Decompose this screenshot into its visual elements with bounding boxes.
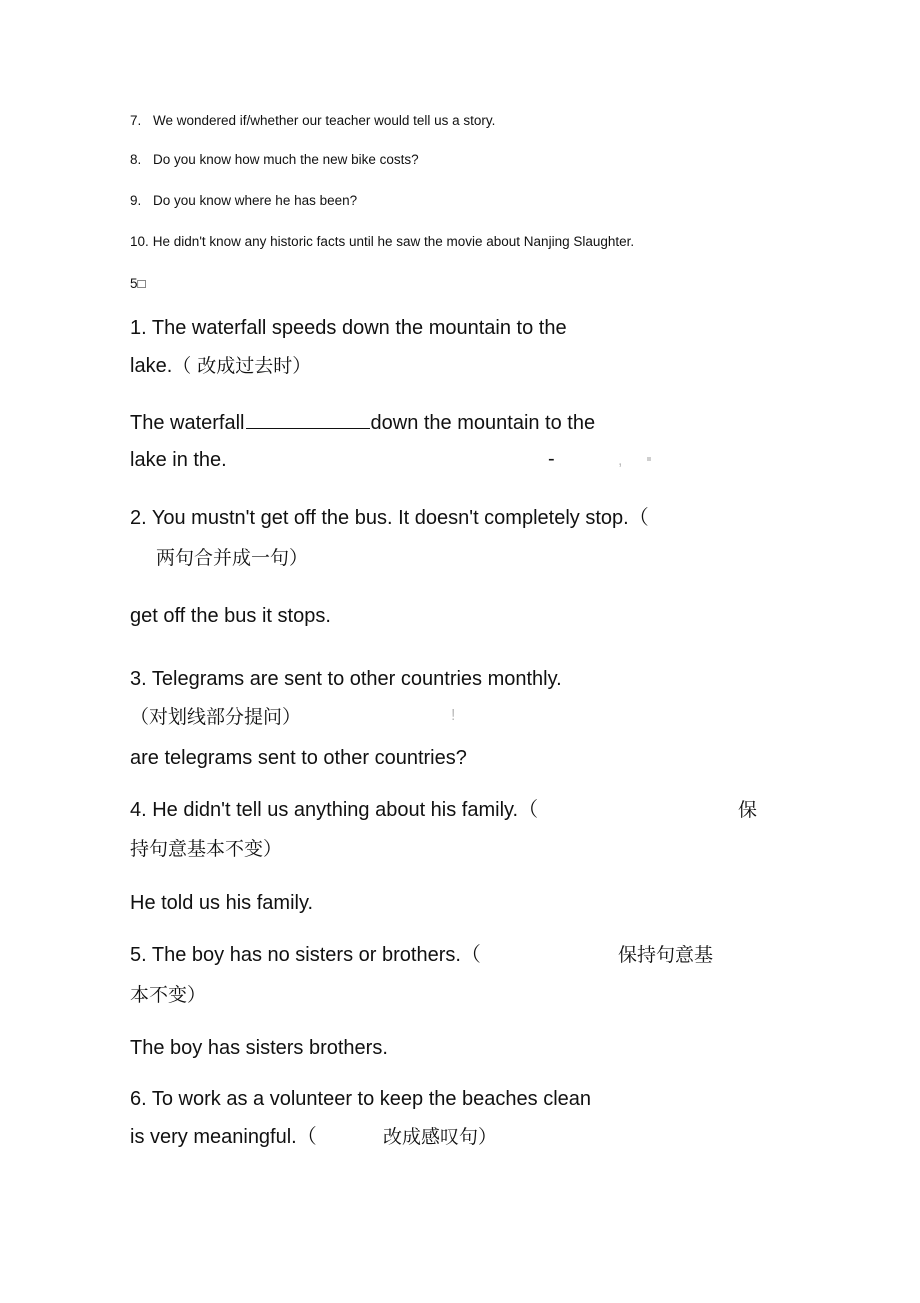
q6-line2: is very meaningful.（: [130, 1126, 317, 1148]
answer-item-10: [130, 233, 634, 251]
q2-instruction: 两句合并成一句）: [156, 547, 309, 569]
q5-instruction-end: 本不变）: [130, 984, 207, 1006]
q6-line1: 6. To work as a volunteer to keep the beaches clean: [130, 1088, 592, 1110]
answer-text: Do you know where he has been?: [153, 193, 358, 208]
q1-answer-a: The waterfall: [130, 412, 245, 434]
q3-line1: 3. Telegrams are sent to other countries monthly.: [130, 668, 562, 690]
answer-item-9: [130, 192, 357, 210]
section-label: 5□: [130, 276, 146, 291]
q3-faint-mark: !: [451, 707, 456, 724]
answer-item-7: [130, 112, 495, 130]
answer-number: 7.: [130, 113, 142, 128]
q6-instruction: 改成感叹句）: [383, 1126, 498, 1148]
answer-text: He didn't know any historic facts until he saw the movie about Nanjing Slaughter.: [152, 234, 635, 249]
q1-line2-en: lake.: [130, 355, 173, 377]
q1-blank[interactable]: [246, 410, 370, 429]
answer-text: We wondered if/whether our teacher would tell us a story.: [153, 113, 496, 128]
q2-answer: get off the bus it stops.: [130, 605, 331, 627]
answer-item-8: [130, 151, 419, 169]
q1-line1: 1. The waterfall speeds down the mountain to the: [130, 317, 567, 339]
answer-number: 10.: [130, 234, 149, 249]
q4-instruction-end: 持句意基本不变）: [130, 838, 283, 860]
q1-answer-b: down the mountain to the: [370, 412, 596, 434]
q1-instruction: （ 改成过去时）: [172, 355, 312, 377]
answer-number: 9.: [130, 193, 142, 208]
q1-dash: -: [548, 448, 555, 470]
q5-instruction-start: 保持句意基: [618, 944, 714, 966]
q1-answer-line2: lake in the.: [130, 449, 227, 471]
faint-mark: [647, 457, 651, 461]
q3-answer: are telegrams sent to other countries?: [130, 747, 467, 769]
answer-number: 8.: [130, 152, 142, 167]
q1-line2: [130, 354, 311, 378]
q4-line1: 4. He didn't tell us anything about his family.（: [130, 799, 539, 821]
q5-answer: The boy has sisters brothers.: [130, 1037, 388, 1059]
q4-instruction-start: 保: [738, 799, 758, 821]
q2-line1: 2. You mustn't get off the bus. It doesn't completely stop.（: [130, 507, 649, 529]
q5-line1: 5. The boy has no sisters or brothers.（: [130, 944, 481, 966]
q1-answer-line1: [130, 410, 595, 435]
q1-faint-comma: ,: [618, 452, 623, 469]
answer-text: Do you know how much the new bike costs?: [153, 152, 419, 167]
q3-instruction: （对划线部分提问）: [130, 706, 302, 728]
q4-answer: He told us his family.: [130, 892, 314, 914]
